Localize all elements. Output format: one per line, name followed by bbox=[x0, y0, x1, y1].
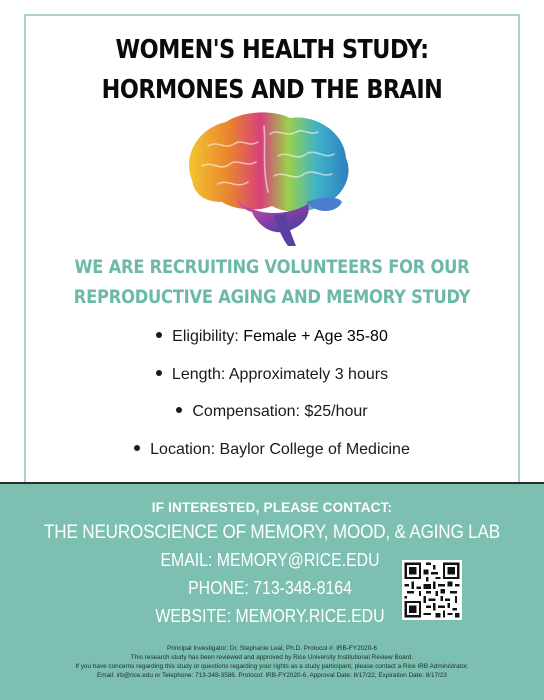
contact-email[interactable]: EMAIL: MEMORY@RICE.EDU bbox=[160, 550, 380, 570]
qr-code-icon[interactable] bbox=[402, 560, 462, 620]
list-item-value: Approximately 3 hours bbox=[228, 366, 389, 383]
brain-illustration bbox=[178, 106, 358, 248]
title-line-1: WOMEN'S HEALTH STUDY: bbox=[115, 35, 429, 65]
list-item-label: Length: bbox=[171, 366, 229, 383]
contact-website[interactable]: WEBSITE: MEMORY.RICE.EDU bbox=[155, 606, 385, 626]
list-item-length bbox=[0, 366, 544, 384]
list-item-label: Compensation: bbox=[192, 403, 305, 420]
fine-print-line-4: Email: irb@rice.edu or Telephone: 713-348-3586. Protocol: IRB-FY2020-6, Approval Date: 8/17/22, Expiration Date: 8/17/23 bbox=[97, 672, 447, 679]
fine-print-line-1: Principal Investigator: Dr. Stephanie Leal, Ph.D. Protocol #: IRB-FY2020-6 bbox=[167, 645, 377, 652]
contact-footer bbox=[0, 482, 544, 700]
recruit-line-2: REPRODUCTIVE AGING AND MEMORY STUDY bbox=[73, 286, 471, 308]
title-line-2: HORMONES AND THE BRAIN bbox=[101, 75, 443, 105]
recruit-line-1: WE ARE RECRUITING VOLUNTEERS FOR OUR bbox=[74, 256, 470, 278]
contact-heading: IF INTERESTED, PLEASE CONTACT: bbox=[151, 500, 393, 515]
list-item-eligibility bbox=[0, 328, 544, 346]
list-item-value: $25/hour bbox=[304, 403, 368, 420]
bullet-dot-icon bbox=[176, 407, 182, 413]
bullet-dot-icon bbox=[134, 445, 140, 451]
bullet-dot-icon bbox=[156, 370, 162, 376]
list-item-value: Female + Age 35-80 bbox=[243, 328, 388, 345]
list-item-location bbox=[0, 441, 544, 459]
poster-title bbox=[38, 30, 506, 110]
list-item-label: Location: bbox=[150, 441, 220, 458]
list-item-value: Baylor College of Medicine bbox=[219, 441, 410, 458]
list-item-label: Eligibility: bbox=[172, 328, 244, 345]
fine-print-line-3: If you have concerns regarding this study or questions regarding your rights as a study participant, please contact a Rice IRB Administrator. bbox=[75, 663, 469, 670]
list-item-compensation bbox=[0, 403, 544, 421]
lab-name: THE NEUROSCIENCE OF MEMORY, MOOD, & AGING LAB bbox=[44, 522, 500, 543]
contact-phone[interactable]: PHONE: 713-348-8164 bbox=[188, 578, 352, 598]
bullet-dot-icon bbox=[156, 332, 162, 338]
recruiting-heading bbox=[38, 252, 506, 312]
fine-print-line-2: This research study has been reviewed and approved by Rice University Institutional Review Board. bbox=[130, 654, 414, 661]
